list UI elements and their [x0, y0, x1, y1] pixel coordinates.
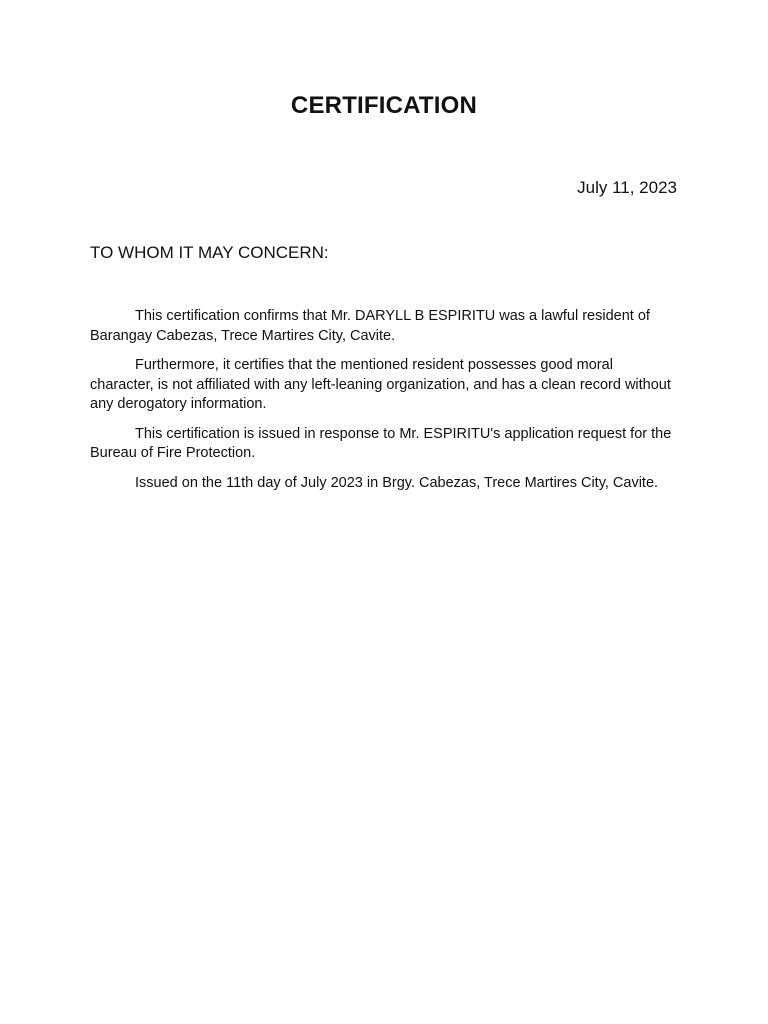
document-date: July 11, 2023 [577, 178, 677, 197]
body-paragraph-4: Issued on the 11th day of July 2023 in Brgy. Cabezas, Trece Martires City, Cavite. [135, 474, 659, 491]
salutation: TO WHOM IT MAY CONCERN: [90, 243, 329, 262]
document-body [90, 307, 680, 503]
document-title: CERTIFICATION [290, 92, 478, 119]
body-paragraph-2: Furthermore, it certifies that the mentioned resident possesses good moral character, is not affiliated with any left-leaning organization, and has a clean record without any derogatory information. [90, 357, 671, 412]
body-paragraph-1: This certification confirms that Mr. DARYLL B ESPIRITU was a lawful resident of Barangay Cabezas, Trece Martires City, Cavite. [90, 308, 650, 344]
body-paragraph-3: This certification is issued in response to Mr. ESPIRITU's application request for the Bureau of Fire Protection. [90, 425, 672, 461]
